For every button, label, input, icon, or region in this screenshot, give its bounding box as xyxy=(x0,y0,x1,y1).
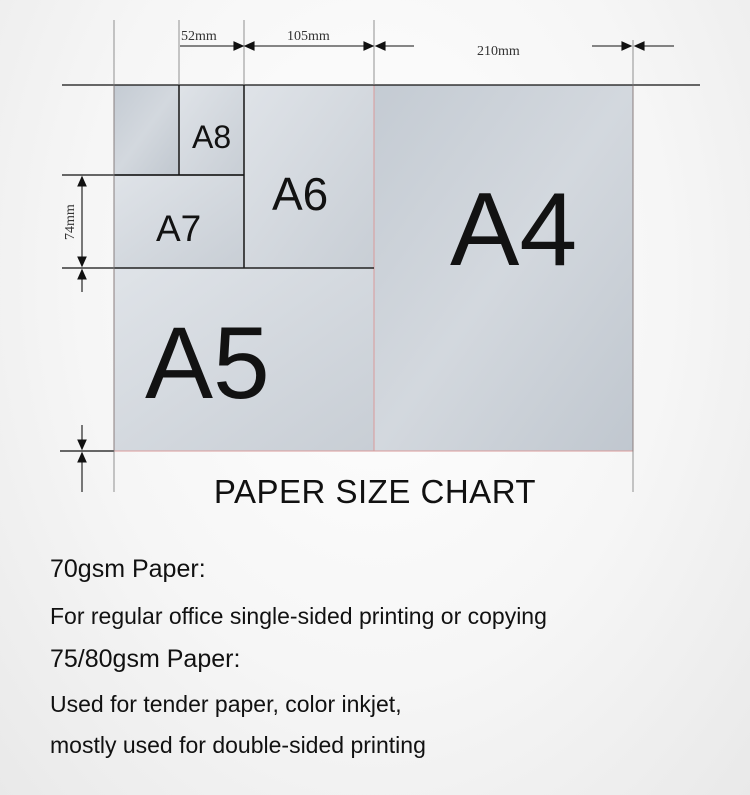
sheet-a8-corner xyxy=(114,85,179,175)
dim-label-210mm: 210mm xyxy=(477,44,520,59)
label-a8: A8 xyxy=(192,119,232,155)
chart-title: PAPER SIZE CHART xyxy=(213,473,537,510)
note-heading-70gsm: 70gsm Paper: xyxy=(50,555,206,583)
label-a4: A4 xyxy=(450,172,578,288)
note-line-75-80gsm-1: Used for tender paper, color inkjet, xyxy=(50,691,402,717)
label-a5: A5 xyxy=(145,306,270,420)
dim-label-52mm: 52mm xyxy=(181,29,217,44)
note-heading-75-80gsm: 75/80gsm Paper: xyxy=(50,645,241,673)
note-line-75-80gsm-2: mostly used for double-sided printing xyxy=(50,732,426,758)
note-line-70gsm: For regular office single-sided printing or copying xyxy=(50,603,547,629)
dim-label-105mm: 105mm xyxy=(287,29,330,44)
label-a6: A6 xyxy=(272,168,329,220)
label-a7: A7 xyxy=(156,208,202,249)
dim-label-74mm: 74mm xyxy=(63,204,78,240)
